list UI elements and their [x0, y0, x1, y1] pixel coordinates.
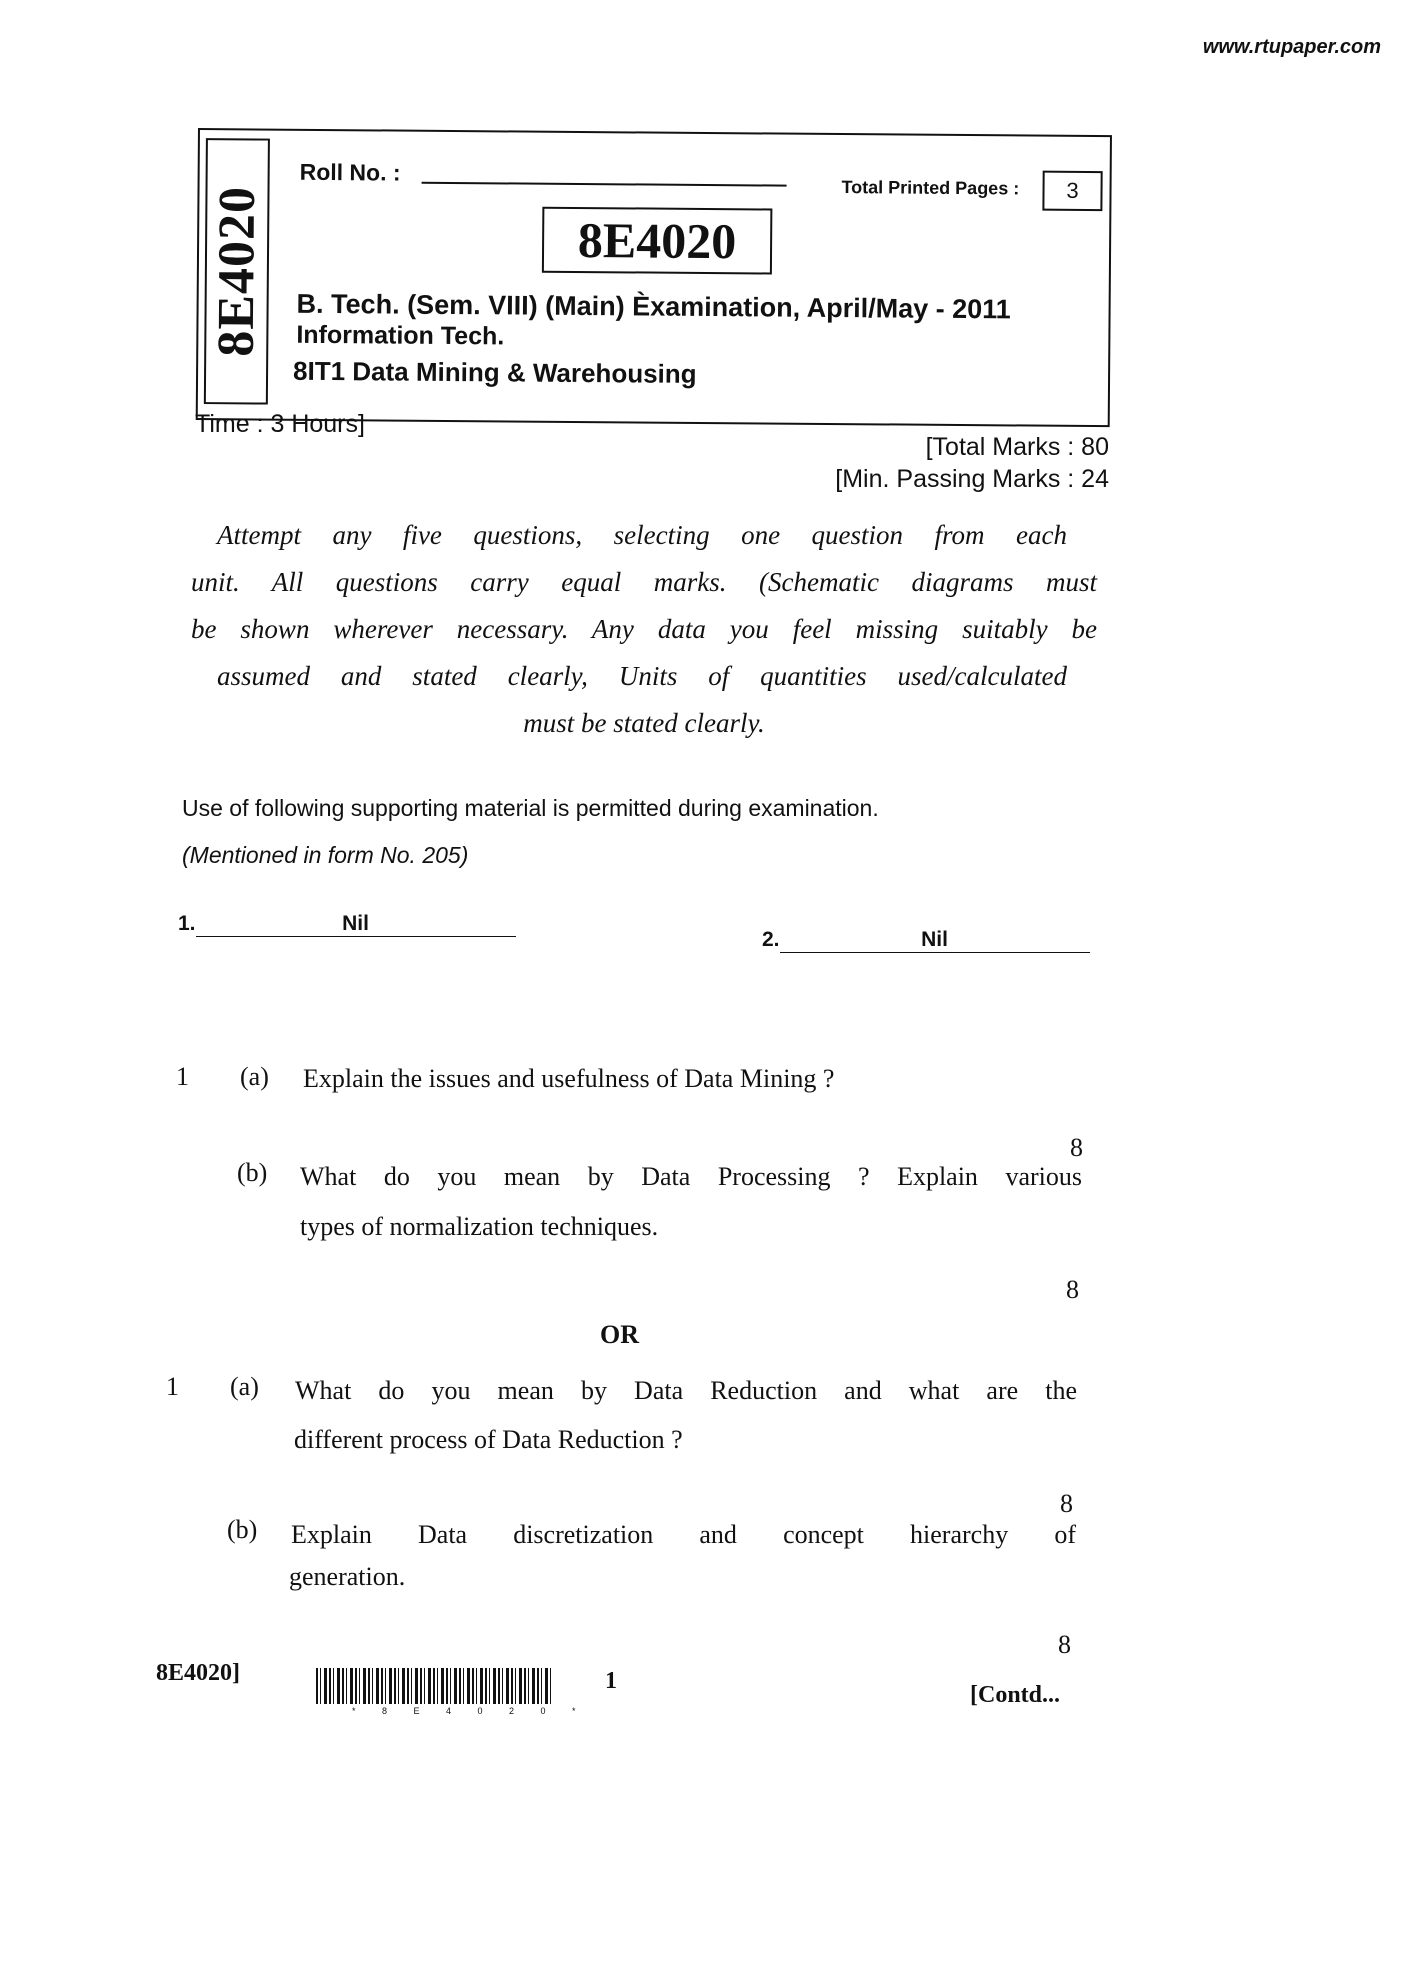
- item-number: 1.: [178, 912, 196, 935]
- question-number: 1: [176, 1062, 189, 1091]
- roll-no-label: Roll No. :: [299, 158, 401, 186]
- paper-code: 8E4020: [542, 207, 773, 275]
- min-passing-marks: [Min. Passing Marks : 24: [835, 465, 1109, 493]
- instruction-line: assumed and stated clearly, Units of quantities used/calculated: [217, 661, 1067, 691]
- item-value: Nil: [196, 912, 516, 937]
- material-item-2: [762, 928, 1090, 953]
- marks: 8: [1058, 1630, 1071, 1659]
- question-number: 1: [166, 1372, 179, 1401]
- material-note: Use of following supporting material is permitted during examination.: [182, 795, 879, 821]
- material-form-note: (Mentioned in form No. 205): [182, 842, 469, 868]
- barcode-text: * 8 E 4 0 2 0 *: [352, 1706, 588, 1716]
- barcode: [316, 1668, 551, 1704]
- question-text: different process of Data Reduction ?: [294, 1425, 683, 1454]
- item-number: 2.: [762, 928, 780, 951]
- total-pages-label: Total Printed Pages :: [841, 177, 1020, 199]
- marks: 8: [1070, 1133, 1083, 1162]
- question-text: Explain the issues and usefulness of Data Mining ?: [303, 1064, 835, 1093]
- marks: 8: [1060, 1489, 1073, 1518]
- page-number: 1: [605, 1668, 617, 1694]
- part-label: (b): [227, 1515, 258, 1544]
- or-divider: OR: [600, 1320, 639, 1349]
- part-label: (b): [237, 1158, 268, 1187]
- item-value: Nil: [780, 928, 1090, 953]
- watermark: www.rtupaper.com: [1202, 36, 1381, 58]
- question-text: generation.: [289, 1562, 406, 1591]
- instruction-line: Attempt any five questions, selecting one question from each: [217, 520, 1067, 550]
- subject: 8IT1 Data Mining & Warehousing: [292, 355, 697, 389]
- instruction-line: be shown wherever necessary. Any data you feel missing suitably be: [191, 614, 1097, 644]
- side-code: 8E4020: [207, 185, 267, 357]
- roll-no-field[interactable]: [422, 182, 787, 187]
- branch: Information Tech.: [296, 320, 505, 351]
- exam-title: B. Tech. (Sem. VIII) (Main) Èxamination, April/May - 2011: [296, 288, 1011, 325]
- total-pages-value: 3: [1042, 171, 1102, 211]
- part-label: (a): [230, 1372, 259, 1401]
- exam-header-box: [196, 128, 1112, 427]
- question-text: What do you mean by Data Reduction and what are the: [295, 1376, 1077, 1405]
- continued-label: [Contd...: [970, 1682, 1061, 1708]
- instruction-line: must be stated clearly.: [523, 708, 765, 738]
- marks: 8: [1066, 1275, 1079, 1304]
- instructions: [191, 520, 1097, 755]
- material-item-1: [178, 912, 516, 937]
- question-text: What do you mean by Data Processing ? Explain various: [300, 1162, 1082, 1191]
- time-label: Time : 3 Hours]: [195, 410, 365, 438]
- side-code-stamp: [204, 138, 270, 404]
- question-text: types of normalization techniques.: [300, 1212, 659, 1241]
- footer-code: 8E4020]: [156, 1660, 240, 1686]
- part-label: (a): [240, 1062, 269, 1091]
- instruction-line: unit. All questions carry equal marks. (Schematic diagrams must: [191, 567, 1097, 597]
- total-marks: [Total Marks : 80: [925, 433, 1109, 461]
- question-text: Explain Data discretization and concept hierarchy of: [291, 1520, 1076, 1549]
